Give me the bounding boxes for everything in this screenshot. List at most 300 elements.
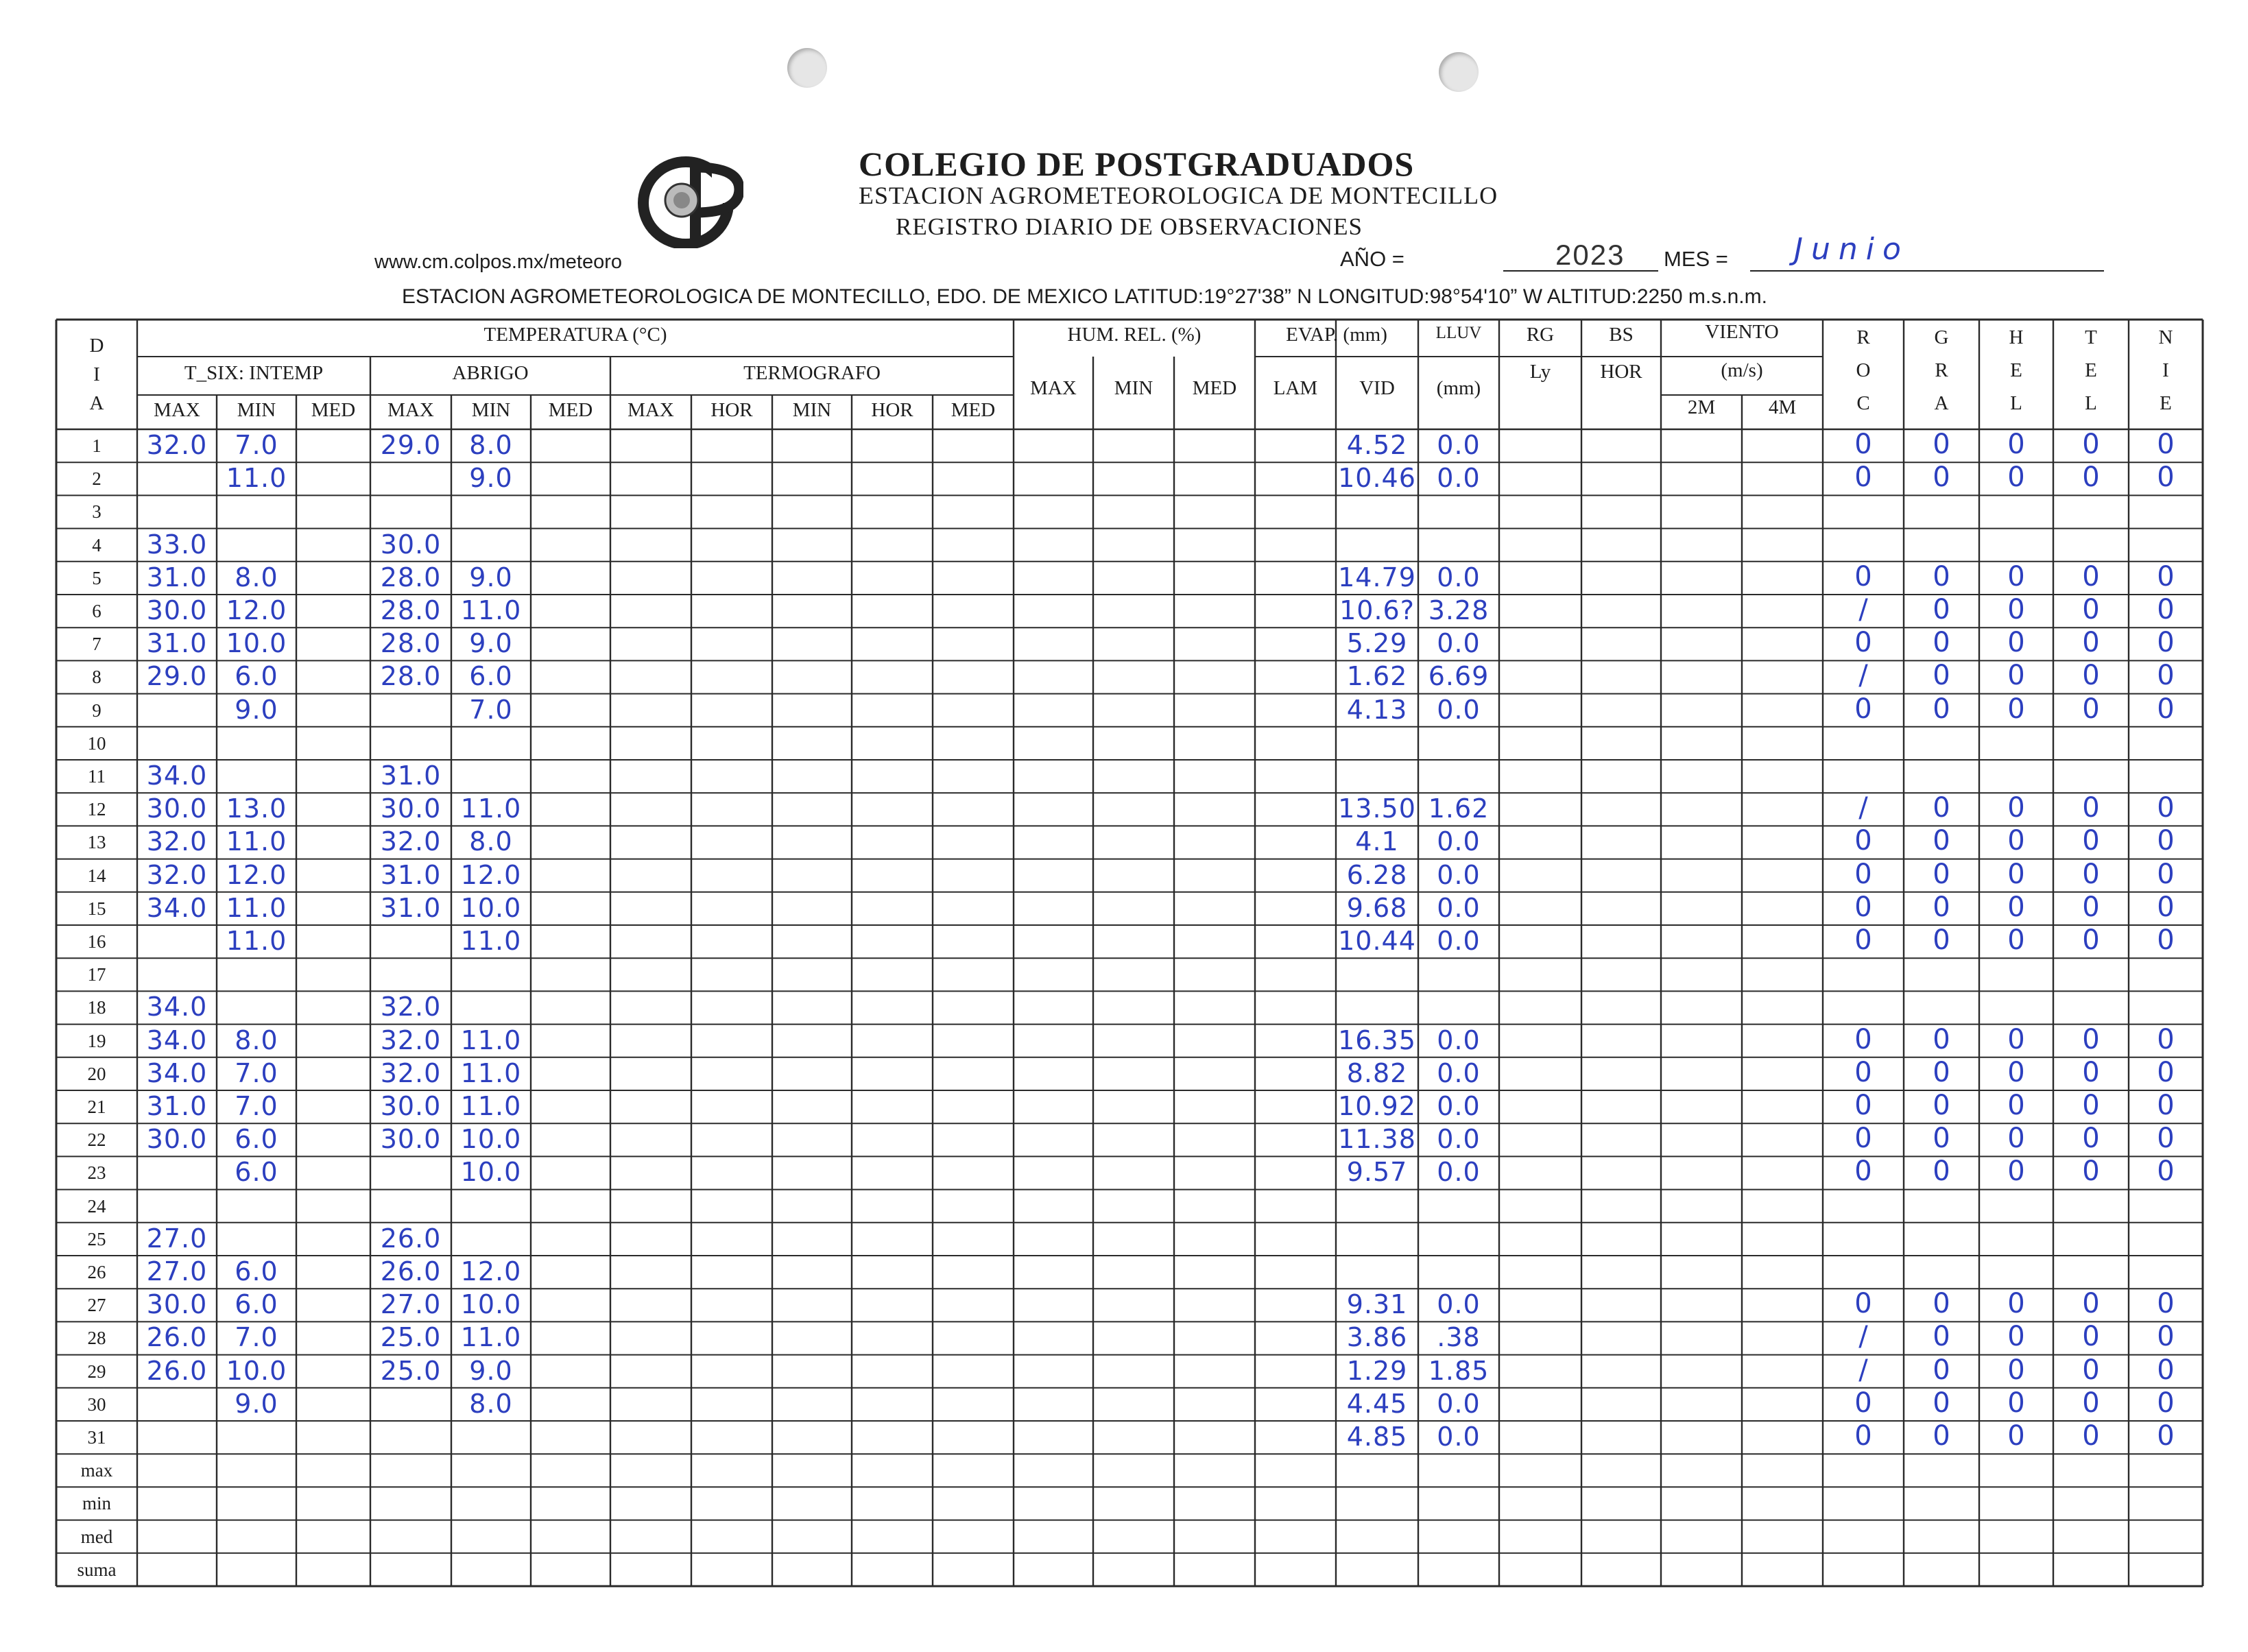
day-row-label: 20 [87, 1063, 106, 1084]
phenomenon-mark: 0 [2082, 429, 2100, 460]
handwritten-amin-value: 12.0 [460, 859, 522, 890]
handwritten-amax-value: 31.0 [380, 892, 442, 923]
handwritten-amax-value: 31.0 [380, 761, 442, 791]
phenomenon-mark: 0 [1933, 693, 1950, 725]
phenomenon-mark: 0 [1854, 1090, 1872, 1121]
day-row-label: 9 [92, 699, 101, 721]
phenomenon-mark: 0 [2007, 560, 2025, 592]
handwritten-tmin-value: 8.0 [235, 1025, 278, 1055]
phenomenon-mark: 0 [2007, 1288, 2025, 1320]
phenomenon-mark: 0 [1854, 560, 1872, 592]
handwritten-lluv-value: 6.69 [1428, 661, 1490, 692]
handwritten-vid-value: 10.92 [1338, 1091, 1416, 1121]
phenomenon-header-letter: L [2010, 392, 2022, 414]
evap-sub-header: VID [1359, 377, 1395, 399]
handwritten-tmax-value: 34.0 [146, 1057, 208, 1088]
phenomenon-header-letter: E [2010, 359, 2022, 381]
day-row-label: 26 [87, 1262, 106, 1282]
day-row-label: 31 [87, 1427, 106, 1448]
handwritten-amin-value: 12.0 [460, 1256, 522, 1286]
phenomenon-mark: 0 [2007, 891, 2025, 923]
phenomenon-mark: 0 [2007, 825, 2025, 857]
abrigo-sub-header: MED [548, 399, 593, 421]
phenomenon-mark: 0 [2082, 858, 2100, 890]
phenomenon-mark: 0 [1854, 1420, 1872, 1452]
handwritten-amin-value: 9.0 [469, 1355, 513, 1386]
phenomenon-mark: 0 [2007, 429, 2025, 460]
phenomenon-mark: / [1858, 1354, 1868, 1386]
day-row-label: 24 [87, 1195, 106, 1217]
handwritten-vid-value: 10.6? [1339, 595, 1415, 625]
viento-unit: (m/s) [1721, 359, 1763, 381]
phenomenon-mark: 0 [1933, 1420, 1950, 1452]
handwritten-lluv-value: 0.0 [1437, 1289, 1481, 1320]
handwritten-vid-value: 4.52 [1346, 430, 1408, 460]
handwritten-amin-value: 8.0 [469, 430, 513, 460]
phenomenon-mark: 0 [2082, 1354, 2100, 1386]
day-row-label: 21 [87, 1097, 106, 1117]
day-row-label: 14 [87, 865, 106, 886]
phenomenon-header-letter: L [2085, 392, 2097, 414]
handwritten-lluv-value: 0.0 [1437, 430, 1481, 460]
handwritten-vid-value: 6.28 [1346, 859, 1408, 890]
phenomenon-mark: 0 [2082, 1156, 2100, 1188]
day-row-label: 10 [87, 732, 106, 754]
phenomenon-mark: 0 [2157, 429, 2175, 460]
day-row-label: 23 [87, 1162, 106, 1184]
handwritten-tmax-value: 34.0 [146, 992, 208, 1022]
phenomenon-mark: 0 [1933, 1023, 1950, 1055]
handwritten-tmin-value: 11.0 [226, 463, 287, 494]
phenomenon-mark: 0 [1854, 1056, 1872, 1088]
handwritten-lluv-value: 0.0 [1437, 926, 1481, 956]
phenomenon-mark: 0 [2007, 1321, 2025, 1353]
handwritten-amax-value: 30.0 [380, 1091, 442, 1121]
handwritten-lluv-value: 0.0 [1437, 1124, 1481, 1155]
handwritten-amax-value: 28.0 [380, 562, 442, 592]
termografo-sub-header: MIN [792, 399, 832, 421]
phenomenon-mark: 0 [1933, 594, 1950, 625]
handwritten-lluv-value: 1.85 [1428, 1355, 1490, 1386]
lluv-header: LLUV [1435, 324, 1482, 342]
phenomenon-mark: 0 [2082, 462, 2100, 494]
handwritten-vid-value: 4.1 [1355, 826, 1399, 857]
handwritten-lluv-value: 0.0 [1437, 562, 1481, 592]
handwritten-lluv-value: 0.0 [1437, 1422, 1481, 1452]
handwritten-tmax-value: 31.0 [146, 562, 208, 592]
handwritten-tmax-value: 27.0 [146, 1256, 208, 1286]
phenomenon-mark: 0 [1933, 627, 1950, 659]
phenomenon-mark: 0 [2007, 627, 2025, 659]
dia-header-letter: A [89, 392, 104, 414]
phenomenon-mark: 0 [1933, 560, 1950, 592]
handwritten-tmin-value: 6.0 [235, 1256, 278, 1286]
handwritten-amin-value: 10.0 [460, 1124, 522, 1155]
day-row-label: 30 [87, 1393, 106, 1415]
handwritten-lluv-value: 0.0 [1437, 1388, 1481, 1419]
day-row-label: 22 [87, 1129, 106, 1151]
day-row-label: 19 [87, 1030, 106, 1051]
handwritten-tmin-value: 7.0 [235, 1091, 278, 1121]
handwritten-lluv-value: 0.0 [1437, 1157, 1481, 1188]
handwritten-tmin-value: 12.0 [226, 595, 287, 625]
day-row-label: 27 [87, 1295, 106, 1316]
handwritten-amin-value: 9.0 [469, 628, 513, 659]
day-row-label: 15 [87, 898, 106, 919]
day-row-label: 1 [92, 435, 101, 456]
phenomenon-header-letter: R [1856, 326, 1870, 348]
register-subtitle: REGISTRO DIARIO DE OBSERVACIONES [896, 213, 1363, 240]
handwritten-tmax-value: 34.0 [146, 1025, 208, 1055]
day-row-label: 16 [87, 931, 106, 952]
phenomenon-mark: 0 [2082, 693, 2100, 725]
phenomenon-mark: / [1858, 792, 1868, 824]
termografo-sub-header: HOR [871, 399, 913, 421]
phenomenon-mark: 0 [1854, 858, 1872, 890]
handwritten-lluv-value: 0.0 [1437, 826, 1481, 857]
handwritten-vid-value: 10.44 [1338, 926, 1416, 956]
handwritten-tmax-value: 26.0 [146, 1355, 208, 1386]
day-row-label: 17 [87, 964, 106, 985]
phenomenon-mark: 0 [2157, 462, 2175, 494]
handwritten-tmax-value: 32.0 [146, 826, 208, 857]
bs-header: BS [1609, 324, 1634, 346]
handwritten-tmax-value: 27.0 [146, 1223, 208, 1254]
handwritten-amax-value: 26.0 [380, 1223, 442, 1254]
viento-2m-header: 2M [1687, 396, 1716, 418]
day-row-label: 12 [87, 799, 106, 820]
phenomenon-header-letter: I [2162, 359, 2169, 381]
phenomenon-mark: 0 [1933, 462, 1950, 494]
handwritten-lluv-value: .38 [1437, 1322, 1481, 1353]
handwritten-tmin-value: 8.0 [235, 562, 278, 592]
handwritten-lluv-value: 0.0 [1437, 628, 1481, 659]
viento-4m-header: 4M [1768, 396, 1797, 418]
tsix-sub-header: MIN [237, 399, 276, 421]
phenomenon-mark: 0 [1933, 891, 1950, 923]
phenomenon-mark: 0 [2082, 825, 2100, 857]
handwritten-amin-value: 7.0 [469, 694, 513, 725]
abrigo-header: ABRIGO [452, 362, 529, 384]
handwritten-lluv-value: 0.0 [1437, 1091, 1481, 1121]
handwritten-amin-value: 11.0 [460, 1025, 522, 1055]
phenomenon-mark: 0 [1933, 1090, 1950, 1121]
handwritten-amin-value: 9.0 [469, 562, 513, 592]
handwritten-amax-value: 28.0 [380, 595, 442, 625]
phenomenon-mark: 0 [2007, 1420, 2025, 1452]
phenomenon-mark: 0 [1933, 1321, 1950, 1353]
handwritten-tmax-value: 30.0 [146, 1289, 208, 1320]
abrigo-sub-header: MAX [387, 399, 434, 421]
handwritten-tmin-value: 10.0 [226, 1355, 287, 1386]
handwritten-tmin-value: 11.0 [226, 892, 287, 923]
hum-sub-header: MAX [1030, 377, 1077, 399]
station-url: www.cm.colpos.mx/meteoro [374, 251, 622, 273]
handwritten-vid-value: 4.13 [1346, 694, 1408, 725]
day-row-label: suma [77, 1559, 117, 1580]
hum-rel-header: HUM. REL. (%) [1067, 324, 1201, 346]
handwritten-tmax-value: 32.0 [146, 430, 208, 460]
day-row-label: 7 [92, 634, 101, 655]
day-row-label: 8 [92, 667, 101, 688]
phenomenon-mark: 0 [2082, 1090, 2100, 1121]
phenomenon-mark: 0 [2082, 627, 2100, 659]
rg-unit: Ly [1529, 361, 1551, 383]
handwritten-amax-value: 28.0 [380, 628, 442, 659]
dia-header-letter: D [89, 335, 104, 357]
tsix-sub-header: MAX [154, 399, 200, 421]
handwritten-tmax-value: 31.0 [146, 628, 208, 659]
handwritten-amin-value: 10.0 [460, 1157, 522, 1188]
phenomenon-mark: 0 [2082, 1420, 2100, 1452]
viento-header: VIENTO [1705, 321, 1779, 343]
handwritten-amin-value: 11.0 [460, 926, 522, 956]
handwritten-tmax-value: 30.0 [146, 1124, 208, 1155]
handwritten-amin-value: 8.0 [469, 826, 513, 857]
handwritten-vid-value: 5.29 [1346, 628, 1408, 659]
phenomenon-mark: 0 [2082, 594, 2100, 625]
month-label: MES = [1664, 247, 1728, 271]
handwritten-amax-value: 28.0 [380, 661, 442, 692]
phenomenon-mark: 0 [1854, 1387, 1872, 1419]
handwritten-vid-value: 4.85 [1346, 1422, 1408, 1452]
handwritten-amax-value: 32.0 [380, 992, 442, 1022]
phenomenon-mark: 0 [2082, 1321, 2100, 1353]
phenomenon-mark: 0 [2157, 1420, 2175, 1452]
handwritten-amax-value: 27.0 [380, 1289, 442, 1320]
handwritten-tmax-value: 31.0 [146, 1091, 208, 1121]
day-row-label: 11 [88, 766, 106, 787]
tsix-header: T_SIX: INTEMP [184, 362, 324, 384]
phenomenon-mark: 0 [2082, 560, 2100, 592]
day-row-label: 29 [87, 1361, 106, 1382]
phenomenon-mark: 0 [1933, 858, 1950, 890]
day-row-label: 28 [87, 1328, 106, 1349]
handwritten-amax-value: 31.0 [380, 859, 442, 890]
handwritten-amin-value: 10.0 [460, 892, 522, 923]
phenomenon-mark: 0 [1933, 924, 1950, 956]
handwritten-tmin-value: 7.0 [235, 1322, 278, 1353]
phenomenon-mark: 0 [2082, 1056, 2100, 1088]
handwritten-amin-value: 11.0 [460, 1322, 522, 1353]
phenomenon-mark: 0 [2007, 1156, 2025, 1188]
handwritten-vid-value: 9.31 [1346, 1289, 1408, 1320]
handwritten-lluv-value: 1.62 [1428, 793, 1490, 824]
phenomenon-mark: 0 [2157, 1090, 2175, 1121]
handwritten-amin-value: 9.0 [469, 463, 513, 494]
phenomenon-mark: 0 [2082, 924, 2100, 956]
phenomenon-mark: 0 [1933, 1123, 1950, 1155]
phenomenon-mark: 0 [2082, 1288, 2100, 1320]
handwritten-lluv-value: 0.0 [1437, 859, 1481, 890]
handwritten-tmax-value: 26.0 [146, 1322, 208, 1353]
phenomenon-mark: 0 [1854, 924, 1872, 956]
phenomenon-mark: 0 [2157, 560, 2175, 592]
handwritten-vid-value: 13.50 [1338, 793, 1416, 824]
handwritten-amax-value: 32.0 [380, 826, 442, 857]
temperatura-header: TEMPERATURA (°C) [483, 324, 667, 346]
handwritten-amax-value: 32.0 [380, 1057, 442, 1088]
handwritten-amax-value: 25.0 [380, 1322, 442, 1353]
phenomenon-mark: 0 [2007, 858, 2025, 890]
handwritten-tmin-value: 13.0 [226, 793, 287, 824]
phenomenon-header-letter: G [1934, 326, 1949, 348]
phenomenon-mark: 0 [2157, 891, 2175, 923]
phenomenon-header-letter: R [1935, 359, 1948, 381]
phenomenon-mark: 0 [1933, 1387, 1950, 1419]
evap-sub-header: LAM [1273, 377, 1318, 399]
handwritten-tmin-value: 11.0 [226, 926, 287, 956]
handwritten-tmin-value: 7.0 [235, 430, 278, 460]
year-label: AÑO = [1340, 247, 1404, 271]
phenomenon-mark: 0 [1854, 891, 1872, 923]
phenomenon-mark: 0 [1854, 1156, 1872, 1188]
handwritten-tmax-value: 30.0 [146, 793, 208, 824]
phenomenon-mark: 0 [2082, 1023, 2100, 1055]
phenomenon-header-letter: C [1856, 392, 1870, 414]
phenomenon-mark: 0 [2082, 891, 2100, 923]
handwritten-lluv-value: 0.0 [1437, 1025, 1481, 1055]
handwritten-vid-value: 3.86 [1346, 1322, 1408, 1353]
handwritten-tmax-value: 32.0 [146, 859, 208, 890]
phenomenon-mark: 0 [2157, 792, 2175, 824]
phenomenon-header-letter: A [1934, 392, 1949, 414]
phenomenon-mark: 0 [2157, 627, 2175, 659]
handwritten-tmin-value: 6.0 [235, 661, 278, 692]
handwritten-amax-value: 32.0 [380, 1025, 442, 1055]
day-row-label: 4 [92, 534, 101, 555]
station-info-line: ESTACION AGROMETEOROLOGICA DE MONTECILLO, EDO. DE MEXICO LATITUD:19°27'38” N LONGITUD:98°54'10” W ALTITUD:2250 m.s.n.m. [402, 285, 1767, 308]
phenomenon-header-letter: O [1856, 359, 1871, 381]
handwritten-tmin-value: 7.0 [235, 1057, 278, 1088]
handwritten-vid-value: 11.38 [1338, 1124, 1416, 1155]
phenomenon-header-letter: T [2085, 326, 2097, 348]
station-subtitle: ESTACION AGROMETEOROLOGICA DE MONTECILLO [859, 182, 1498, 209]
handwritten-amax-value: 26.0 [380, 1256, 442, 1286]
handwritten-vid-value: 1.29 [1346, 1355, 1408, 1386]
handwritten-vid-value: 16.35 [1338, 1025, 1416, 1055]
handwritten-tmax-value: 33.0 [146, 529, 208, 560]
phenomenon-mark: 0 [1854, 1288, 1872, 1320]
phenomenon-mark: 0 [2157, 594, 2175, 625]
handwritten-tmin-value: 10.0 [226, 628, 287, 659]
phenomenon-mark: 0 [2007, 1387, 2025, 1419]
phenomenon-mark: 0 [2007, 660, 2025, 692]
phenomenon-mark: 0 [2007, 792, 2025, 824]
phenomenon-mark: 0 [2157, 924, 2175, 956]
handwritten-amin-value: 11.0 [460, 1057, 522, 1088]
phenomenon-mark: 0 [1933, 429, 1950, 460]
phenomenon-mark: 0 [1854, 693, 1872, 725]
phenomenon-header-letter: E [2085, 359, 2097, 381]
phenomenon-mark: 0 [1933, 1056, 1950, 1088]
phenomenon-mark: / [1858, 594, 1868, 625]
phenomenon-mark: 0 [1933, 792, 1950, 824]
day-row-label: 13 [87, 832, 106, 853]
phenomenon-mark: 0 [2007, 1090, 2025, 1121]
phenomenon-mark: 0 [2082, 660, 2100, 692]
phenomenon-mark: 0 [1933, 825, 1950, 857]
phenomenon-mark: 0 [1854, 429, 1872, 460]
phenomenon-mark: 0 [2007, 1023, 2025, 1055]
day-row-label: med [80, 1526, 113, 1547]
phenomenon-mark: 0 [1854, 1023, 1872, 1055]
handwritten-lluv-value: 0.0 [1437, 694, 1481, 725]
day-row-label: 3 [92, 501, 101, 523]
phenomenon-mark: 0 [2007, 924, 2025, 956]
handwritten-amin-value: 11.0 [460, 1091, 522, 1121]
handwritten-vid-value: 8.82 [1346, 1057, 1408, 1088]
phenomenon-mark: 0 [2007, 1354, 2025, 1386]
phenomenon-mark: 0 [2157, 1156, 2175, 1188]
termografo-sub-header: HOR [710, 399, 753, 421]
handwritten-tmax-value: 34.0 [146, 892, 208, 923]
phenomenon-header-letter: N [2158, 326, 2173, 348]
phenomenon-mark: 0 [2157, 693, 2175, 725]
phenomenon-mark: 0 [2157, 1321, 2175, 1353]
handwritten-vid-value: 9.68 [1346, 892, 1408, 923]
handwritten-lluv-value: 0.0 [1437, 1057, 1481, 1088]
day-row-label: 5 [92, 567, 101, 588]
handwritten-amax-value: 30.0 [380, 529, 442, 560]
phenomenon-mark: / [1858, 660, 1868, 692]
handwritten-amax-value: 30.0 [380, 1124, 442, 1155]
phenomenon-mark: 0 [2157, 1354, 2175, 1386]
phenomenon-mark: 0 [2157, 1056, 2175, 1088]
evap-header: EVAP. (mm) [1286, 324, 1387, 346]
phenomenon-mark: 0 [2007, 462, 2025, 494]
phenomenon-mark: 0 [2157, 1288, 2175, 1320]
phenomenon-mark: 0 [2157, 1387, 2175, 1419]
handwritten-amax-value: 29.0 [380, 430, 442, 460]
phenomenon-mark: 0 [1933, 1156, 1950, 1188]
handwritten-tmin-value: 12.0 [226, 859, 287, 890]
phenomenon-mark: 0 [2082, 792, 2100, 824]
phenomenon-mark: 0 [1854, 627, 1872, 659]
phenomenon-mark: 0 [1933, 1354, 1950, 1386]
phenomenon-mark: 0 [1854, 825, 1872, 857]
handwritten-amin-value: 8.0 [469, 1388, 513, 1419]
day-row-label: 18 [87, 997, 106, 1018]
tsix-sub-header: MED [311, 399, 356, 421]
phenomenon-header-letter: H [2009, 326, 2024, 348]
bs-unit: HOR [1600, 361, 1642, 383]
handwritten-vid-value: 14.79 [1338, 562, 1416, 592]
handwritten-amin-value: 10.0 [460, 1289, 522, 1320]
phenomenon-mark: 0 [2157, 660, 2175, 692]
handwritten-vid-value: 9.57 [1346, 1157, 1408, 1188]
phenomenon-mark: 0 [1854, 1123, 1872, 1155]
day-row-label: 6 [92, 601, 101, 621]
phenomenon-mark: 0 [1933, 660, 1950, 692]
handwritten-amax-value: 30.0 [380, 793, 442, 824]
termografo-header: TERMOGRAFO [743, 362, 881, 384]
handwritten-lluv-value: 0.0 [1437, 892, 1481, 923]
dia-header-letter: I [93, 363, 100, 385]
handwritten-amin-value: 6.0 [469, 661, 513, 692]
abrigo-sub-header: MIN [471, 399, 511, 421]
page-title: COLEGIO DE POSTGRADUADOS [859, 145, 1415, 183]
hum-sub-header: MIN [1114, 377, 1153, 399]
day-row-label: 25 [87, 1228, 106, 1249]
hum-sub-header: MED [1192, 377, 1237, 399]
month-value: Junio [1794, 232, 1909, 267]
handwritten-tmax-value: 30.0 [146, 595, 208, 625]
handwritten-tmin-value: 9.0 [235, 1388, 278, 1419]
termografo-sub-header: MED [950, 399, 996, 421]
lluv-unit: (mm) [1436, 377, 1481, 399]
handwritten-tmin-value: 9.0 [235, 694, 278, 725]
